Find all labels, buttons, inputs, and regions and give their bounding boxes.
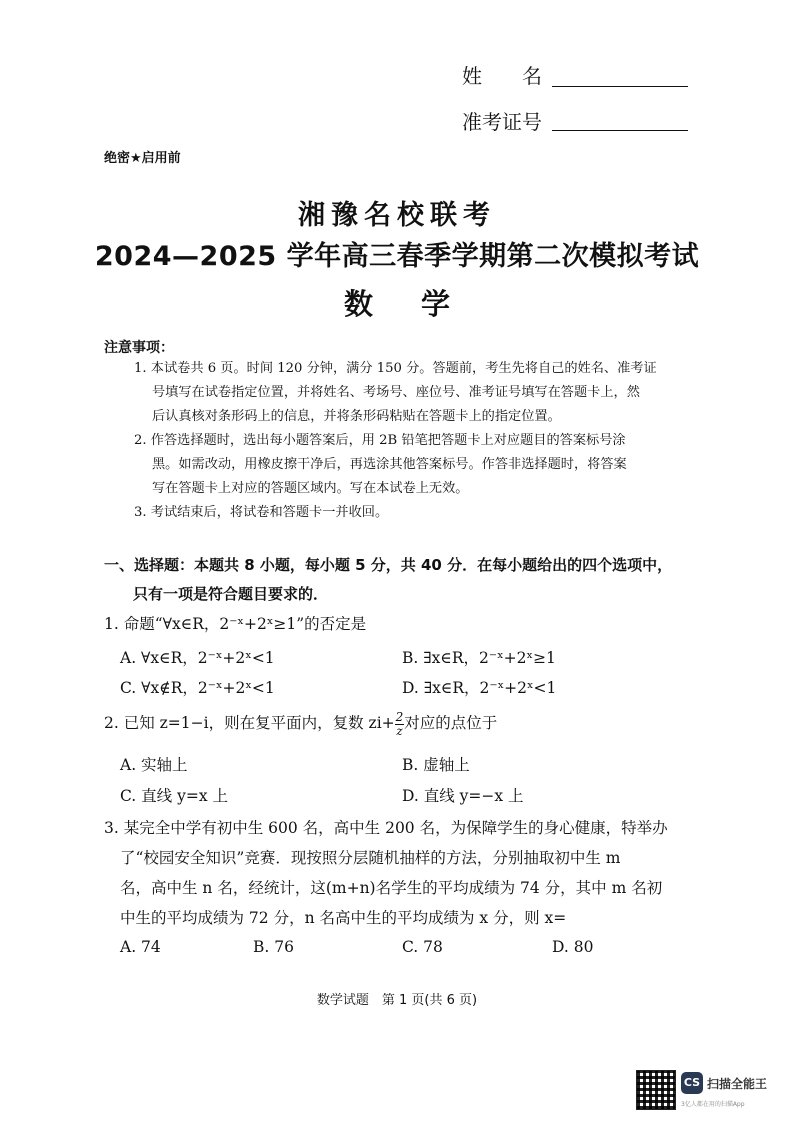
fraction-denominator: z <box>396 723 403 738</box>
exam-session-title: 2024—2025 学年高三春季学期第二次模拟考试 <box>94 241 700 272</box>
notice-line: 2. 作答选择题时，选出每小题答案后，用 2B 铅笔把答题卡上对应题目的答案标号涂 <box>134 433 626 448</box>
qr-code-icon <box>636 1070 676 1110</box>
question-3-line-1: 3. 某完全中学有初中生 600 名，高中生 200 名，为保障学生的身心健康，特举办 <box>104 819 668 837</box>
exam-id-line <box>552 108 688 131</box>
notice-line: 后认真核对条形码上的信息，并将条形码粘贴在答题卡上的指定位置。 <box>152 409 561 424</box>
subject-char-1: 数 <box>343 287 373 321</box>
question-3-line-2: 了“校园安全知识”竞赛．现按照分层随机抽样的方法，分别抽取初中生 m <box>120 849 621 867</box>
q2-stem-a: 2. 已知 z=1−i，则在复平面内，复数 zi+ <box>104 714 395 732</box>
notice-line: 黑。如需改动，用橡皮擦干净后，再选涂其他答案标号。作答非选择题时，将答案 <box>152 457 627 472</box>
q1-option-c: C. ∀x∉R，2⁻ˣ+2ˣ<1 <box>120 679 275 697</box>
notice-heading: 注意事项： <box>104 340 174 356</box>
question-2-stem <box>104 708 497 738</box>
q3-option-b: B. 76 <box>253 938 294 956</box>
q2-option-c: C. 直线 y=x 上 <box>120 787 229 805</box>
q3-option-a: A. 74 <box>120 938 161 956</box>
subject-char-2: 学 <box>421 287 451 321</box>
notice-line: 号填写在试卷指定位置，并将姓名、考场号、座位号、准考证号填写在答题卡上，然 <box>152 385 640 400</box>
notice-line: 3. 考试结束后，将试卷和答题卡一并收回。 <box>134 505 389 520</box>
q2-stem-b: 对应的点位于 <box>404 714 498 732</box>
notice-list <box>134 357 694 525</box>
name-label: 姓 名 <box>462 64 542 88</box>
section-heading: 一、选择题：本题共 8 小题，每小题 5 分，共 40 分．在每小题给出的四个选项中， <box>104 556 673 574</box>
page-footer: 数学试题 第 1 页(共 6 页) <box>316 993 478 1008</box>
fraction-numerator: 2 <box>395 709 404 724</box>
confidential-mark: 绝密★启用前 <box>104 151 181 166</box>
question-3-line-3: 名，高中生 n 名，经统计，这(m+n)名学生的平均成绩为 74 分，其中 m 名初 <box>120 879 663 897</box>
subject-title <box>0 282 794 323</box>
q3-option-d: D. 80 <box>552 938 594 956</box>
q2-option-b: B. 虚轴上 <box>402 756 470 774</box>
camscanner-logo-icon: CS <box>681 1072 703 1094</box>
notice-line: 1. 本试卷共 6 页。时间 120 分钟，满分 150 分。答题前，考生先将自己的姓名、准考证 <box>134 361 657 376</box>
q1-option-b: B. ∃x∈R，2⁻ˣ+2ˣ≥1 <box>402 649 556 667</box>
q1-option-a: A. ∀x∈R，2⁻ˣ+2ˣ<1 <box>120 649 275 667</box>
camscanner-name: 扫描全能王 <box>707 1077 768 1091</box>
fraction-2-over-z <box>395 711 405 738</box>
q2-option-a: A. 实轴上 <box>120 756 188 774</box>
section-heading-cont: 只有一项是符合题目要求的． <box>133 585 329 603</box>
exam-organizer-title: 湘豫名校联考 <box>298 200 496 231</box>
name-line <box>552 64 688 87</box>
q3-option-c: C. 78 <box>402 938 443 956</box>
notice-line: 写在答题卡上对应的答题区域内。写在本试卷上无效。 <box>152 481 469 496</box>
question-1-stem: 1. 命题“∀x∈R，2⁻ˣ+2ˣ≥1”的否定是 <box>104 615 367 633</box>
camscanner-tagline: 3亿人都在用的扫描App <box>681 1101 745 1108</box>
q2-option-d: D. 直线 y=−x 上 <box>402 787 524 805</box>
q1-option-d: D. ∃x∈R，2⁻ˣ+2ˣ<1 <box>402 679 557 697</box>
question-3-line-4: 中生的平均成绩为 72 分，n 名高中生的平均成绩为 x 分，则 x= <box>120 909 567 927</box>
exam-id-label: 准考证号 <box>462 110 542 134</box>
